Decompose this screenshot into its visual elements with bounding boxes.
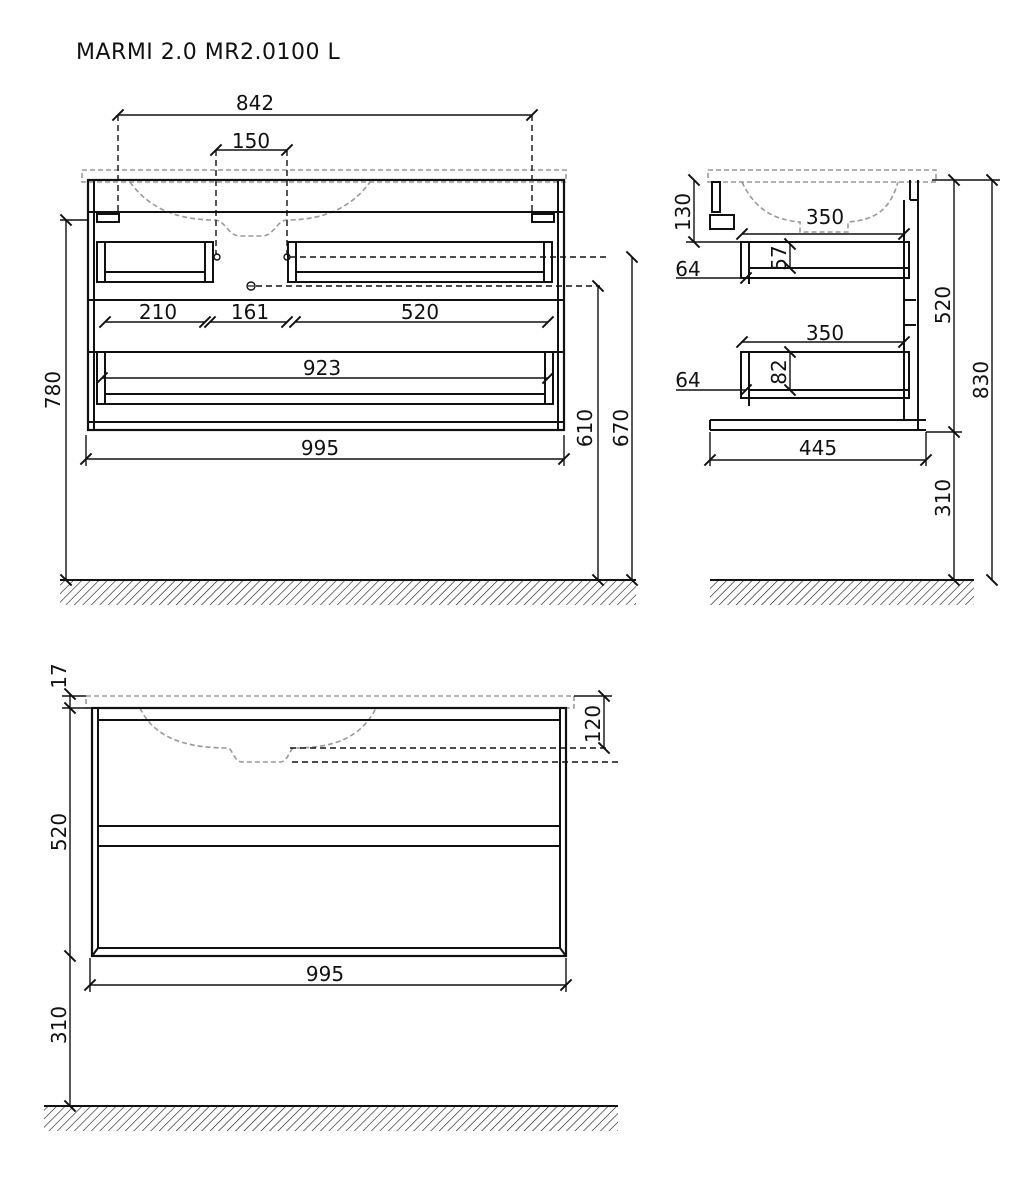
dim-side-gap-bottom: 64 bbox=[675, 368, 701, 392]
front-extensions bbox=[118, 115, 610, 286]
dim-drawer-middle: 161 bbox=[230, 300, 270, 324]
dim-basin-span: 842 bbox=[235, 91, 275, 115]
outer-view bbox=[86, 696, 574, 956]
outer-basin-bowl bbox=[140, 708, 376, 762]
dim-tray-height-top: 57 bbox=[767, 245, 791, 271]
front-floor bbox=[60, 580, 636, 605]
dim-drain-spacing: 150 bbox=[231, 129, 271, 153]
dim-overall-width: 995 bbox=[300, 436, 340, 460]
dim-total-height: 830 bbox=[969, 360, 993, 400]
dim-tray-inner-width: 923 bbox=[302, 356, 342, 380]
side-floor bbox=[710, 580, 974, 605]
outer-basin-top bbox=[86, 696, 574, 708]
dim-depth: 445 bbox=[798, 436, 838, 460]
dim-outer-overall-width: 995 bbox=[305, 962, 345, 986]
dim-drawer-depth-top: 350 bbox=[805, 205, 845, 229]
dim-height-total: 780 bbox=[41, 370, 65, 410]
dim-outer-floor-clearance: 310 bbox=[47, 1005, 71, 1045]
side-basin-top bbox=[708, 170, 936, 182]
dim-drawer-right: 520 bbox=[400, 300, 440, 324]
dim-height-outlet: 610 bbox=[573, 408, 597, 448]
dim-height-supply: 670 bbox=[609, 408, 633, 448]
dim-basin-depth: 120 bbox=[581, 704, 605, 744]
dim-cabinet-height: 520 bbox=[931, 285, 955, 325]
dim-drawer-depth-bottom: 350 bbox=[805, 321, 845, 345]
dim-top-thickness: 17 bbox=[47, 663, 71, 689]
dim-drawer-left: 210 bbox=[138, 300, 178, 324]
outer-extensions bbox=[290, 748, 618, 762]
dim-tray-height-bottom: 82 bbox=[767, 359, 791, 385]
front-dimensions bbox=[60, 100, 632, 580]
front-tray-right bbox=[288, 242, 552, 282]
outer-dimensions bbox=[62, 694, 612, 1106]
dim-outer-cabinet-height: 520 bbox=[47, 812, 71, 852]
front-tray-left bbox=[97, 242, 213, 282]
dim-floor-clearance: 310 bbox=[931, 478, 955, 518]
dim-top-offset: 130 bbox=[671, 192, 695, 232]
outer-floor bbox=[44, 1106, 618, 1131]
dim-side-gap-top: 64 bbox=[675, 257, 701, 281]
side-dimensions bbox=[676, 180, 1000, 580]
drawing-title: MARMI 2.0 MR2.0100 L bbox=[76, 40, 341, 65]
front-basin-bowl bbox=[130, 182, 370, 236]
